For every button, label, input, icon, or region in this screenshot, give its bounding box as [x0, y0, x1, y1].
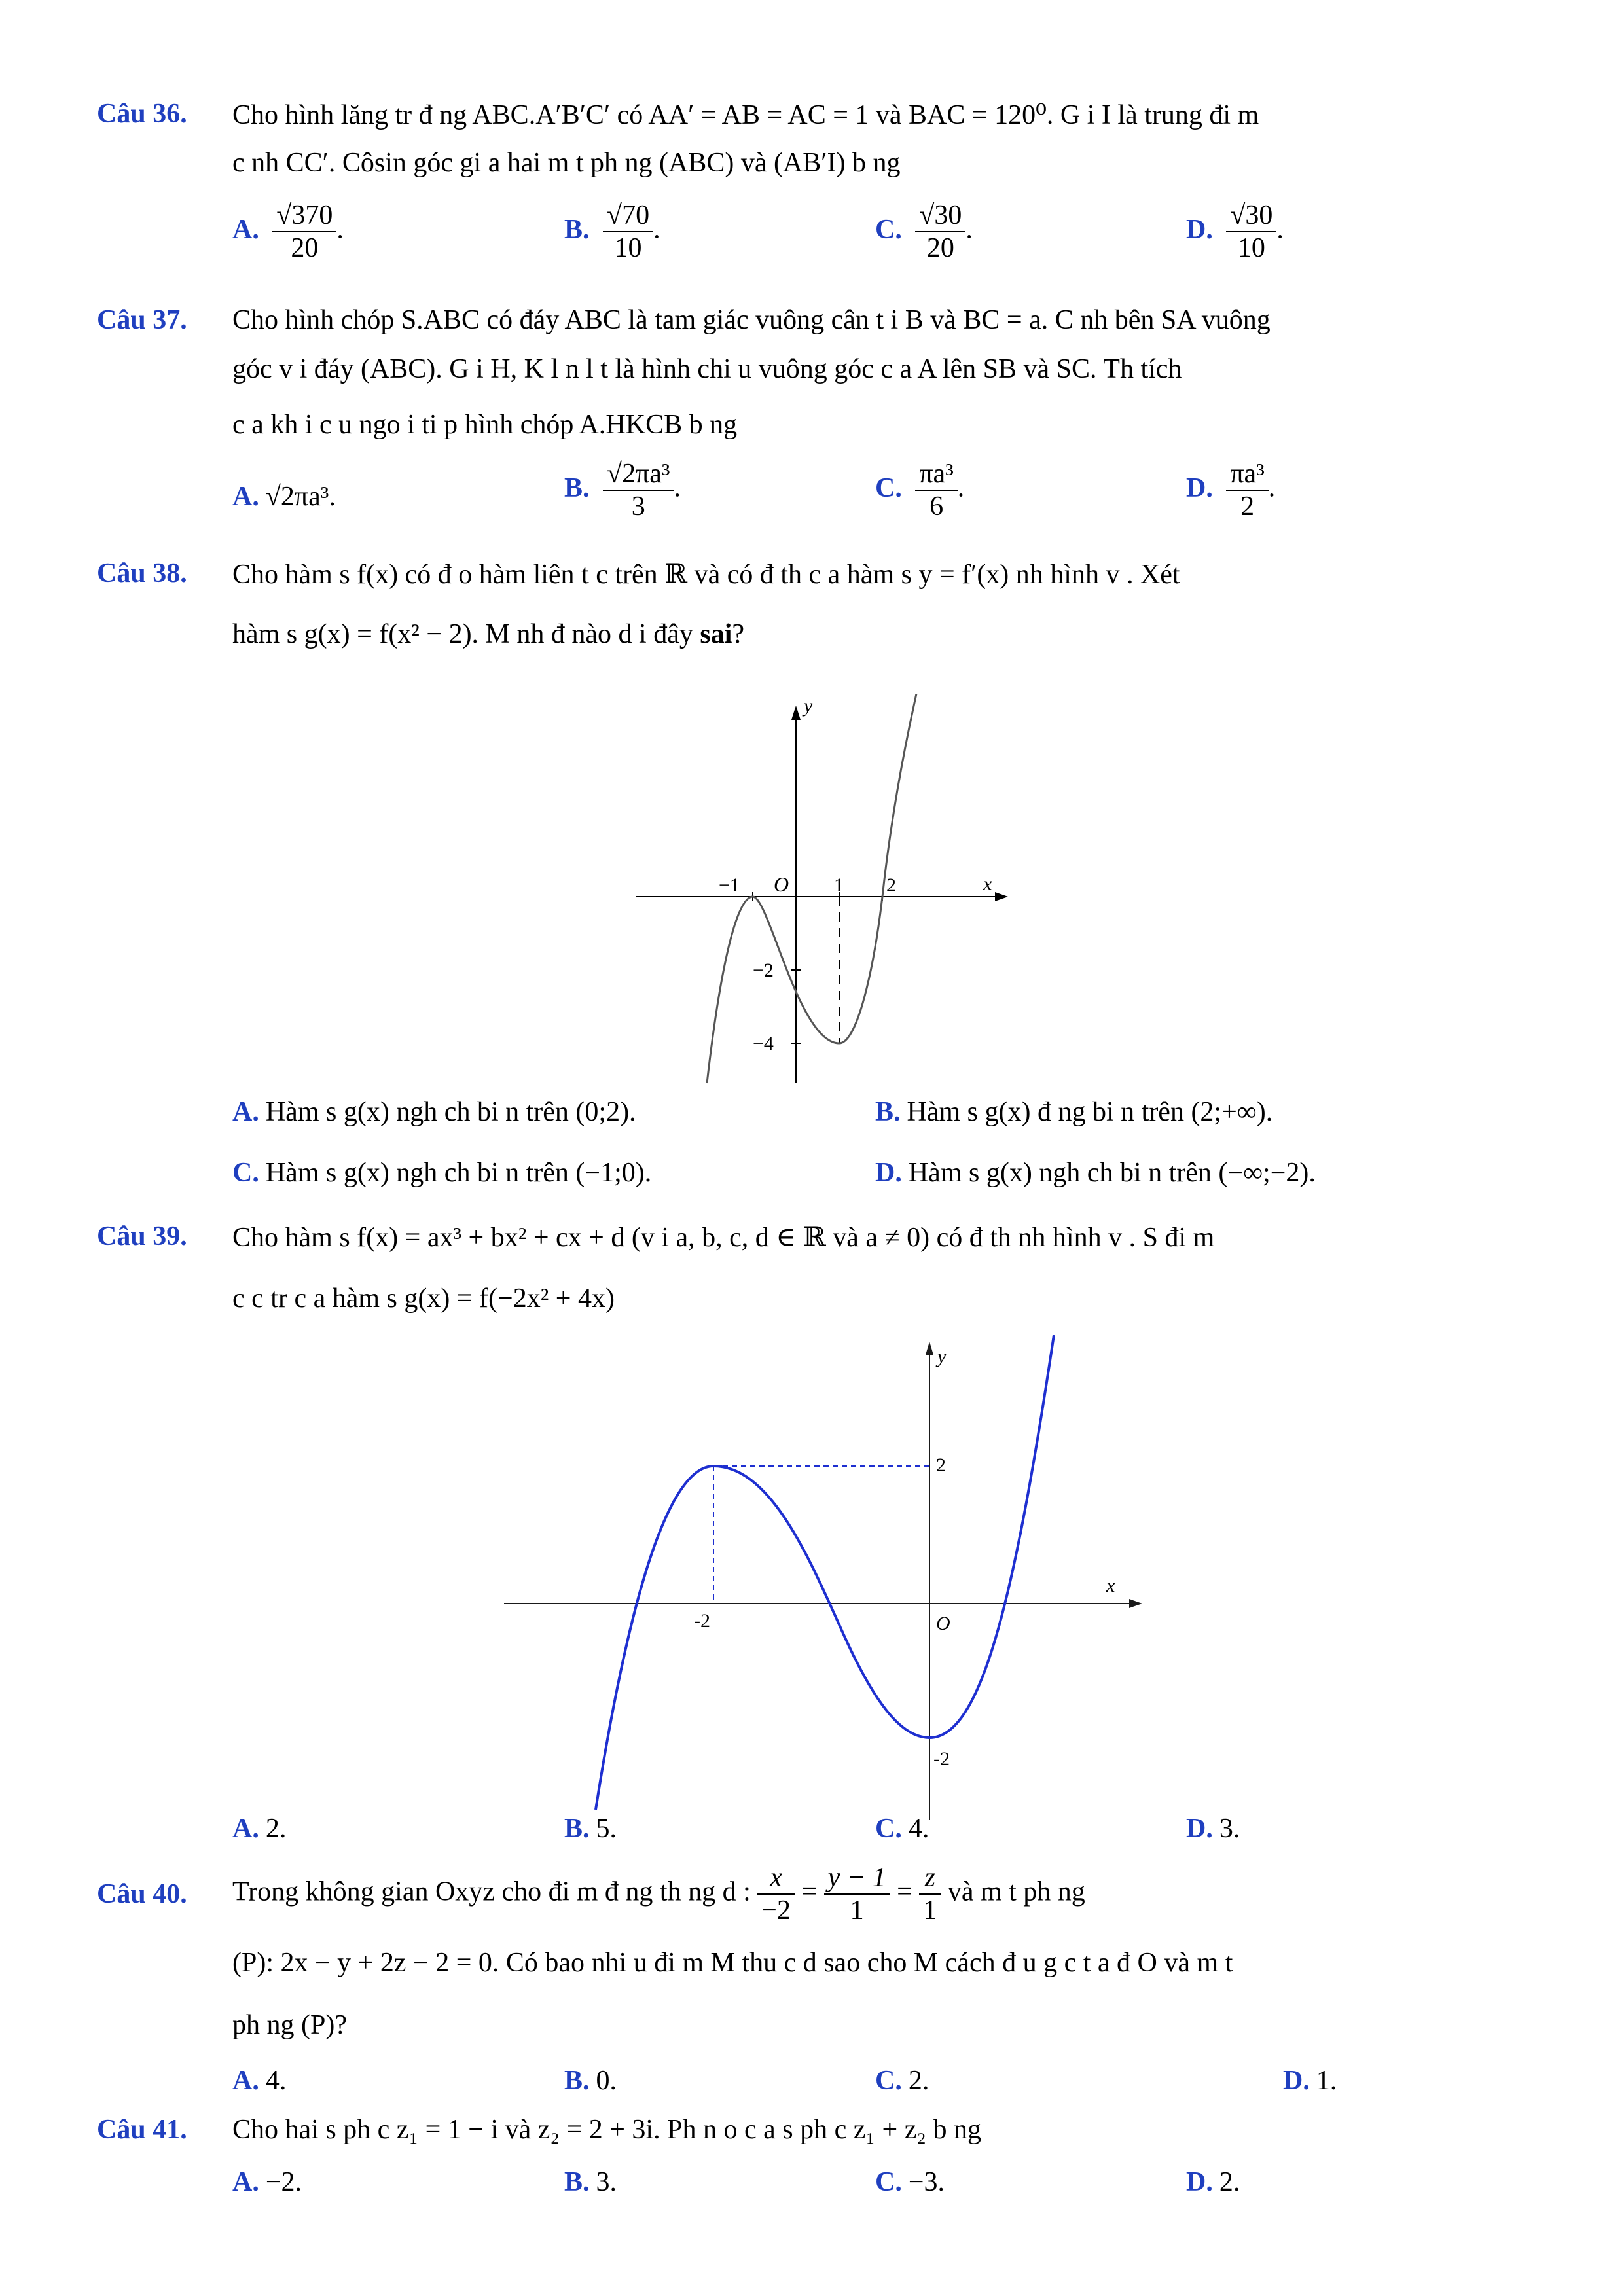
- option-label: A.: [232, 214, 259, 245]
- question-38-line2-text: hàm s g(x) = f(x² − 2). M nh đ nào d i đây: [232, 619, 700, 649]
- question-36-line1: Cho hình lăng tr đ ng ABC.A′B′C′ có AA′ = AB = AC = 1 và BAC = 120⁰. G i I là trung đi m: [232, 100, 1259, 130]
- fraction: [272, 200, 336, 264]
- fraction: [603, 458, 674, 522]
- question-36-option-a[interactable]: [232, 200, 344, 264]
- option-tail: .: [653, 214, 660, 245]
- fraction: [824, 1862, 890, 1926]
- question-41-option-c[interactable]: [875, 2166, 945, 2198]
- fraction: [919, 1862, 941, 1926]
- graph-x-label: x: [1106, 1575, 1115, 1596]
- question-41-option-a[interactable]: [232, 2166, 302, 2198]
- graph-x-label: x: [983, 873, 992, 895]
- question-38-option-a[interactable]: [232, 1096, 636, 1128]
- fraction: [603, 200, 653, 264]
- question-36-number: Câu 36.: [97, 99, 187, 129]
- tick-label-2-y: 2: [936, 1454, 946, 1476]
- question-40-option-b[interactable]: [564, 2065, 617, 2096]
- question-38-option-c[interactable]: [232, 1157, 651, 1189]
- numerator: z: [919, 1862, 941, 1895]
- option-label: D.: [875, 1158, 902, 1188]
- question-36-option-d[interactable]: [1186, 200, 1284, 264]
- question-40-line2: (P): 2x − y + 2z − 2 = 0. Có bao nhi u đi m M thu c d sao cho M cách đ u g c t a đ O và m t: [232, 1948, 1233, 1978]
- option-label: C.: [875, 214, 902, 245]
- numerator: y − 1: [824, 1862, 890, 1895]
- question-37-option-d[interactable]: [1186, 458, 1275, 522]
- question-41-option-b[interactable]: [564, 2166, 617, 2198]
- option-text: Hàm s g(x) ngh ch bi n trên (−1;0).: [265, 1158, 652, 1188]
- question-36-option-b[interactable]: [564, 200, 660, 264]
- option-label: C.: [875, 1814, 902, 1844]
- question-37-option-b[interactable]: [564, 458, 681, 522]
- denominator: 20: [291, 233, 319, 263]
- graph-y-label: y: [804, 695, 813, 717]
- numerator: √30: [1226, 200, 1276, 232]
- graph-y-label: y: [937, 1346, 947, 1367]
- y-axis-arrow: [926, 1342, 933, 1355]
- option-text: 2.: [1219, 2167, 1240, 2197]
- option-tail: .: [336, 214, 344, 245]
- fraction: [915, 200, 965, 264]
- option-tail: .: [674, 473, 681, 503]
- option-text: Hàm s g(x) ngh ch bi n trên (−∞;−2).: [908, 1158, 1316, 1188]
- denominator: −2: [761, 1895, 791, 1926]
- option-label: A.: [232, 1097, 259, 1127]
- option-label: B.: [875, 1097, 901, 1127]
- numerator: πa³: [1226, 458, 1268, 491]
- option-text: √2πa³.: [265, 482, 336, 512]
- option-text: 3.: [596, 2167, 617, 2197]
- question-37-line1: Cho hình chóp S.ABC có đáy ABC là tam giác vuông cân t i B và BC = a. C nh bên SA vuông: [232, 305, 1271, 335]
- x-axis-arrow: [995, 892, 1008, 901]
- option-label: B.: [564, 214, 590, 245]
- question-36-option-c[interactable]: [875, 200, 973, 264]
- question-39-number: Câu 39.: [97, 1221, 187, 1251]
- graph-origin: O: [774, 872, 789, 896]
- question-40-option-d[interactable]: [1283, 2065, 1337, 2096]
- fraction: [915, 458, 957, 522]
- graph-f: [497, 1335, 1152, 1820]
- question-40-line1: Trong không gian Oxyz cho đi m đ ng th ng d : $\frac{x}{-2}$ = $\frac{y - 1}{1}$ = $\frac{z}{1}$ và m t ph ng: [232, 1863, 1085, 1926]
- question-38-line2: [232, 619, 744, 650]
- denominator: 20: [926, 233, 954, 263]
- option-text: Hàm s g(x) ngh ch bi n trên (0;2).: [265, 1097, 636, 1127]
- denominator: 3: [631, 492, 645, 522]
- question-40-number: Câu 40.: [97, 1879, 187, 1909]
- question-37-option-a[interactable]: [232, 481, 336, 512]
- denominator: 10: [614, 233, 642, 263]
- option-text: 5.: [596, 1814, 617, 1844]
- option-label: B.: [564, 473, 590, 503]
- question-37-line3: c a kh i c u ngo i ti p hình chóp A.HKCB b ng: [232, 410, 738, 440]
- option-label: D.: [1186, 1814, 1213, 1844]
- option-text: −3.: [908, 2167, 945, 2197]
- fraction: [1226, 458, 1268, 522]
- tick-label-1: 1: [834, 874, 844, 896]
- option-text: 4.: [908, 1814, 929, 1844]
- option-label: C.: [875, 2066, 902, 2096]
- denominator: 10: [1237, 233, 1265, 263]
- question-40-option-c[interactable]: [875, 2065, 929, 2096]
- numerator: √30: [915, 200, 965, 232]
- question-38-line1: Cho hàm s f(x) có đ o hàm liên t c trên ℝ và có đ th c a hàm s y = f′(x) nh hình v . Xét: [232, 560, 1180, 590]
- graph-origin: O: [936, 1613, 950, 1634]
- option-label: B.: [564, 2167, 590, 2197]
- tick-label-2: 2: [886, 874, 896, 896]
- question-38-line2-end: ?: [732, 619, 745, 649]
- option-label: A.: [232, 1814, 259, 1844]
- option-label: B.: [564, 2066, 590, 2096]
- question-39-line2: c c tr c a hàm s g(x) = f(−2x² + 4x): [232, 1283, 615, 1314]
- question-38-option-b[interactable]: [875, 1096, 1272, 1128]
- option-label: D.: [1186, 214, 1213, 245]
- question-37-number: Câu 37.: [97, 305, 187, 335]
- question-41-option-d[interactable]: [1186, 2166, 1240, 2198]
- question-40-line1-end: và m t ph ng: [947, 1876, 1085, 1907]
- option-text: 4.: [265, 2066, 287, 2096]
- option-text: 0.: [596, 2066, 617, 2096]
- tick-label-minus1: −1: [719, 874, 740, 896]
- numerator: √70: [603, 200, 653, 232]
- numerator: x: [757, 1862, 795, 1895]
- tick-label-minus4: −4: [753, 1033, 774, 1054]
- tick-label-minus2-y: -2: [933, 1748, 950, 1770]
- question-38-option-d[interactable]: [875, 1157, 1316, 1189]
- question-40-line3: ph ng (P)?: [232, 2010, 347, 2040]
- option-label: A.: [232, 482, 259, 512]
- denominator: 2: [1240, 492, 1255, 522]
- denominator: 1: [923, 1895, 937, 1926]
- tick-label-minus2: −2: [753, 960, 774, 981]
- question-38-number: Câu 38.: [97, 558, 187, 588]
- question-41-number: Câu 41.: [97, 2115, 187, 2145]
- option-label: D.: [1186, 2167, 1213, 2197]
- numerator: πa³: [915, 458, 957, 491]
- option-text: 1.: [1316, 2066, 1337, 2096]
- option-label: A.: [232, 2066, 259, 2096]
- y-axis-arrow: [791, 706, 801, 720]
- denominator: 1: [850, 1895, 864, 1926]
- fraction: [1226, 200, 1276, 264]
- question-39-option-d[interactable]: [1186, 1813, 1240, 1844]
- option-label: D.: [1283, 2066, 1310, 2096]
- question-39-option-c[interactable]: [875, 1813, 929, 1844]
- numerator: √370: [272, 200, 336, 232]
- question-37-option-c[interactable]: [875, 458, 964, 522]
- question-38-emphasis: sai: [700, 619, 732, 649]
- option-text: 3.: [1219, 1814, 1240, 1844]
- f-curve: [596, 1335, 1054, 1810]
- question-40-line1-text: Trong không gian Oxyz cho đi m đ ng th ng d :: [232, 1876, 751, 1907]
- option-label: C.: [875, 2167, 902, 2197]
- graph-f-prime: [628, 694, 1034, 1086]
- denominator: 6: [929, 492, 944, 522]
- option-text: Hàm s g(x) đ ng bi n trên (2;+∞).: [907, 1097, 1273, 1127]
- option-label: B.: [564, 1814, 590, 1844]
- option-tail: .: [957, 473, 965, 503]
- option-tail: .: [1276, 214, 1284, 245]
- numerator: √2πa³: [603, 458, 674, 491]
- question-40-option-a[interactable]: [232, 2065, 286, 2096]
- x-axis-arrow: [1129, 1599, 1142, 1608]
- option-tail: .: [965, 214, 973, 245]
- option-label: D.: [1186, 473, 1213, 503]
- question-36-line2: c nh CC′. Côsin góc gi a hai m t ph ng (ABC) và (AB′I) b ng: [232, 148, 901, 178]
- option-tail: .: [1268, 473, 1276, 503]
- option-label: C.: [875, 473, 902, 503]
- option-label: A.: [232, 2167, 259, 2197]
- fraction: [757, 1862, 795, 1926]
- question-39-option-a[interactable]: [232, 1813, 286, 1844]
- option-text: −2.: [265, 2167, 302, 2197]
- question-39-line1: Cho hàm s f(x) = ax³ + bx² + cx + d (v i a, b, c, d ∈ ℝ và a ≠ 0) có đ th nh hình v . S đi m: [232, 1223, 1215, 1253]
- question-39-option-b[interactable]: [564, 1813, 617, 1844]
- question-37-line2: góc v i đáy (ABC). G i H, K l n l t là hình chi u vuông góc c a A lên SB và SC. Th tích: [232, 354, 1182, 384]
- option-text: 2.: [908, 2066, 929, 2096]
- tick-label-minus2-x: -2: [694, 1610, 710, 1632]
- option-text: 2.: [265, 1814, 287, 1844]
- question-41-line1: Cho hai s ph c z₁ = 1 − i và z₂ = 2 + 3i. Ph n o c a s ph c z₁ + z₂ b ng: [232, 2115, 981, 2145]
- option-label: C.: [232, 1158, 259, 1188]
